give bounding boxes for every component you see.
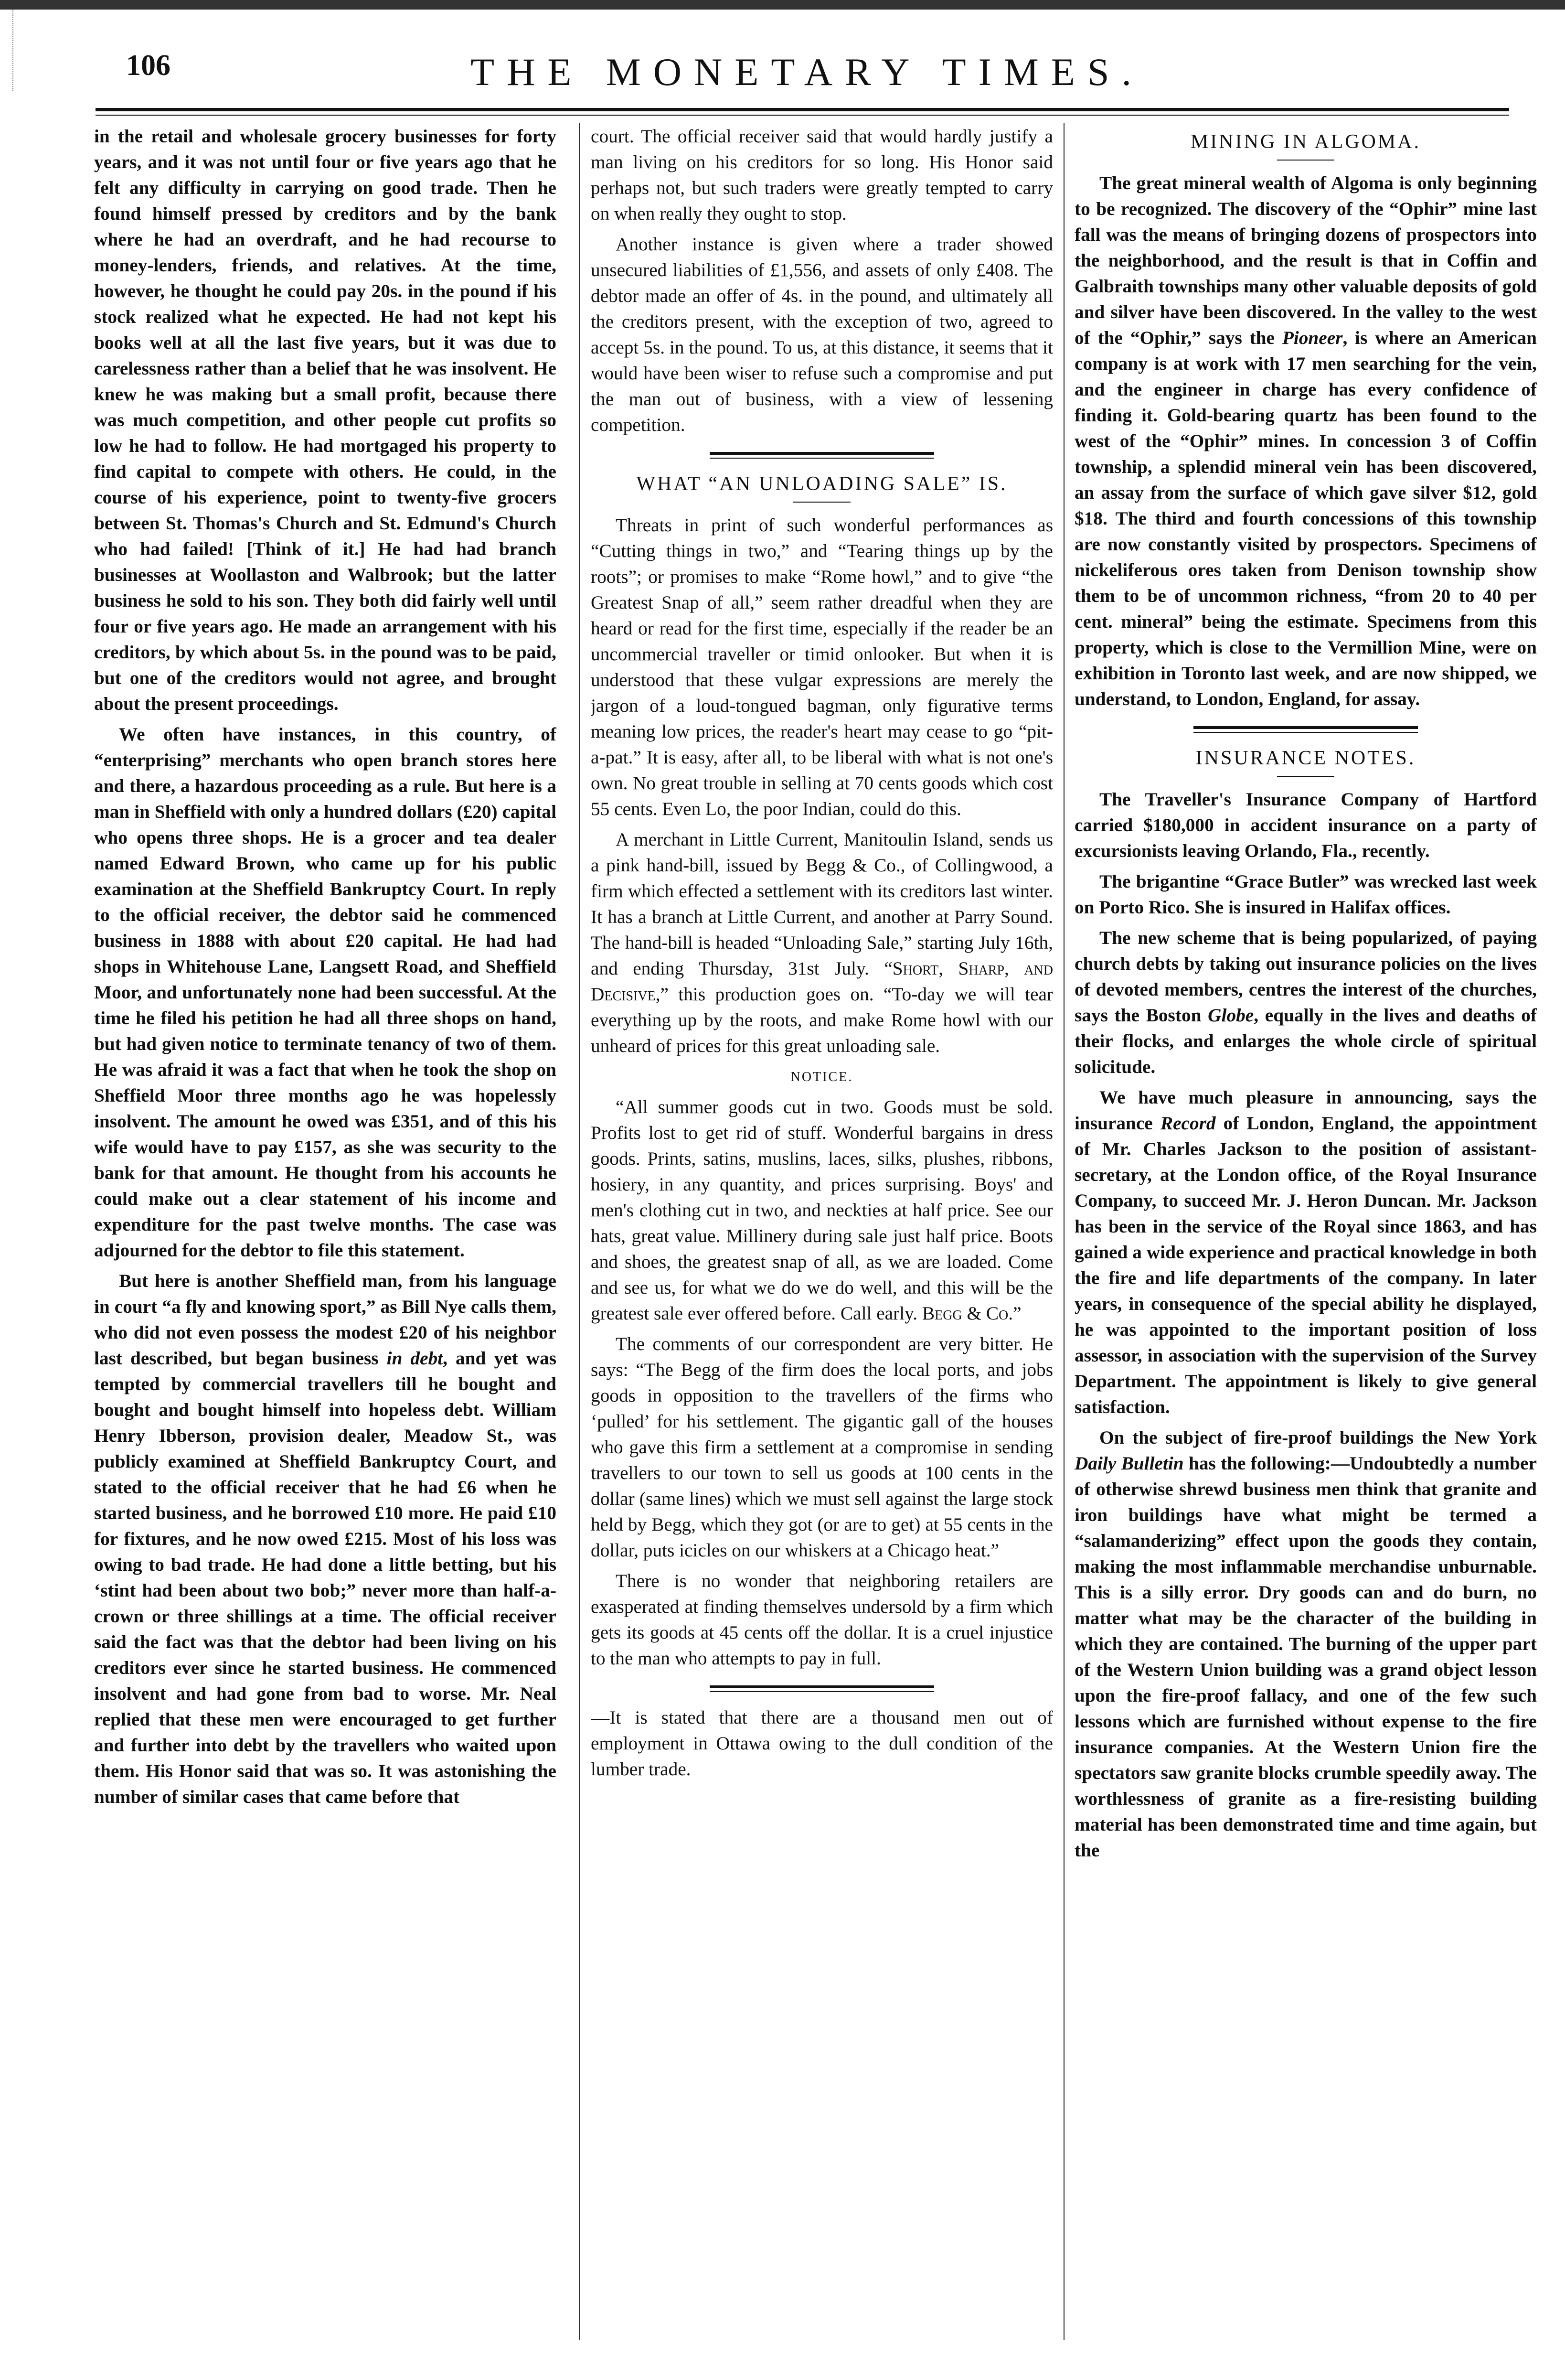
column-2 xyxy=(591,123,1053,2340)
paper-title: THE MONETARY TIMES. xyxy=(470,50,1144,94)
section-heading-insurance-notes: INSURANCE NOTES. xyxy=(1195,747,1416,769)
article-paragraph: “All summer goods cut in two. Goods must be sold. Profits lost to get rid of stuff. Wonderful bargains in dress goods. Prints, satins, muslins, laces, silks, plushes, ribbons, hosiery, in any quantity, and prices surprising. Boys' and men's clothing cut in two, and neckties at half price. See our hats, great value. Millinery during sale just half price. Boots and shoes, the greatest snap of all, as we are loaded. Come and see us, for what we do we do well, and this will be the greatest sale ever offered before. Call early. Begg & Co.” xyxy=(591,1096,1053,1324)
binding-edge xyxy=(0,10,13,91)
section-heading-unloading-sale: WHAT “AN UNLOADING SALE” IS. xyxy=(636,473,1008,495)
article-paragraph: We often have instances, in this country, of “enterprising” merchants who open branch stores here and there, a hazardous proceeding as a rule. But here is a man in Sheffield with only a hundred dollars (£20) capital who opens three shops. He is a grocer and tea dealer named Edward Brown, who came up for his public examination at the Sheffield Bankruptcy Court. In reply to the official receiver, the debtor said he commenced business in 1888 with about £20 capital. He had had shops in Whitehouse Lane, Langsett Road, and Sheffield Moor, and unfortunately none had been successful. At the time he filed his petition he had all three shops on hand, but had given notice to terminate tenancy of two of them. He was afraid it was a fact that when he took the shop on Sheffield Moor three months ago he was hopelessly insolvent. The amount he owed was £351, and of this his wife would have to pay £157, as she was security to the bank for that amount. He thought from his accounts he could make out a clear statement of his income and expenditure for the past twelve months. The case was adjourned for the debtor to file this statement. xyxy=(94,724,556,1261)
header-rule-thin xyxy=(96,115,1509,116)
section-heading-mining-in-algoma: MINING IN ALGOMA. xyxy=(1190,131,1421,153)
news-item: —It is stated that there are a thousand men out of employment in Ottawa owing to the dull condition of the lumber trade. xyxy=(591,1707,1053,1780)
heading-rule xyxy=(1277,160,1334,161)
heading-rule xyxy=(793,502,851,503)
article-paragraph: Threats in print of such wonderful performances as “Cutting things in two,” and “Tearing things up by the roots”; or promises to make “Rome howl,” and to give “the Greatest Snap of all,” seem rather dreadful when they are heard or read for the first time, especially if the reader be an uncommercial traveller or timid onlooker. But when it is understood that these vulgar expressions are merely the jargon of a loud-tongued bagman, only figurative terms meaning low prices, the reader's heart may cease to go “pit-a-pat.” It is easy, after all, to be liberal with what is not one's own. No great trouble in selling at 70 cents goods which cost 55 cents. Even Lo, the poor Indian, could do this. xyxy=(591,515,1053,819)
article-paragraph: The great mineral wealth of Algoma is only beginning to be recognized. The discovery of the “Ophir” mine last fall was the means of bringing dozens of prospectors into the neighborhood, and the result is that in Coffin and Galbraith townships many other valuable deposits of gold and silver have been discovered. In the valley to the west of the “Ophir,” says the Pioneer, is where an American company is at work with 17 men searching for the vein, and the engineer in charge has every confidence of finding it. Gold-bearing quartz has been found to the west of the “Ophir” mines. In concession 3 of Coffin township, a splendid mineral vein has been discovered, an assay from the surface of which gave silver $12, gold $18. The third and fourth concessions of this township are now constantly visited by prospectors. Specimens of nickeliferous ores taken from Denison township show them to be of uncommon richness, “from 20 to 40 per cent. mineral” being the estimate. Specimens from this property, which is close to the Vermillion Mine, were on exhibition in Toronto last week, and are now shipped, we understand, to London, England, for assay. xyxy=(1075,172,1537,709)
section-divider xyxy=(710,1685,934,1692)
article-paragraph: The brigantine “Grace Butler” was wrecked last week on Porto Rico. She is insured in Halifax offices. xyxy=(1075,871,1537,918)
heading-rule xyxy=(1277,776,1334,777)
article-paragraph: But here is another Sheffield man, from his language in court “a fly and knowing sport,” as Bill Nye calls them, who did not even possess the modest £20 of his neighbor last described, but began business in debt, and yet was tempted by commercial travellers till he bought and bought and bought himself into hopeless debt. William Henry Ibberson, provision dealer, Meadow St., was publicly examined at Sheffield Bankruptcy Court, and stated to the official receiver that he had £6 when he started business, and he borrowed £10 more. He paid £10 for fixtures, and he now owed £215. Most of his loss was owing to bad trade. He had done a little betting, but his ‘stint had been about two bob;” never more than half-a-crown or three shillings at a time. The official receiver said the fact was that the debtor had been living on his creditors ever since he started business. He commenced insolvent and had gone from bad to worse. Mr. Neal replied that these men were encouraged to get further and further into debt by the travellers who waited upon them. His Honor said that was so. It was astonishing the number of similar cases that came before that xyxy=(94,1270,556,1807)
section-divider xyxy=(1193,726,1418,733)
article-paragraph: The new scheme that is being popularized, of paying church debts by taking out insurance policies on the lives of devoted members, centres the interest of the churches, says the Boston Globe, equally in the lives and deaths of their flocks, and enlarges the whole circle of spiritual solicitude. xyxy=(1075,927,1537,1077)
article-paragraph: The Traveller's Insurance Company of Hartford carried $180,000 in accident insurance on a party of excursionists leaving Orlando, Fla., recently. xyxy=(1075,789,1537,861)
notice-heading: NOTICE. xyxy=(790,1070,853,1084)
column-1 xyxy=(94,123,556,2340)
header-rule-thick xyxy=(96,108,1509,111)
article-paragraph: There is no wonder that neighboring retailers are exasperated at finding themselves undersold by a firm which gets its goods at 45 cents off the dollar. It is a cruel injustice to the man who attempts to pay in full. xyxy=(591,1570,1053,1669)
column-divider xyxy=(579,123,580,2340)
page-top-edge xyxy=(0,0,1565,10)
article-paragraph: We have much pleasure in announcing, says the insurance Record of London, England, the appointment of Mr. Charles Jackson to the position of assistant-secretary, at the London office, of the Royal Insurance Company, to succeed Mr. J. Heron Duncan. Mr. Jackson has been in the service of the Royal since 1863, and has gained a wide experience and practical knowledge in both the fire and life departments of the company. In later years, in consequence of the special ability he displayed, he was appointed to the important position of loss assessor, in association with the supervision of the Survey Department. The appointment is likely to give general satisfaction. xyxy=(1075,1087,1537,1417)
article-paragraph: A merchant in Little Current, Manitoulin Island, sends us a pink hand-bill, issued by Begg & Co., of Collingwood, a firm which effected a settlement with its creditors last winter. It has a branch at Little Current, and another at Parry Sound. The hand-bill is headed “Unloading Sale,” starting July 16th, and ending Thursday, 31st July. “Short, Sharp, and Decisive,” this production goes on. “To-day we will tear everything up by the roots, and make Rome howl with our unheard of prices for this great unloading sale. xyxy=(591,829,1053,1056)
article-paragraph: in the retail and wholesale grocery businesses for forty years, and it was not until four or five years ago that he felt any difficulty in carrying on good trade. Then he found himself pressed by creditors and by the bank where he had an overdraft, and he had recourse to money-lenders, friends, and relatives. At the time, however, he thought he could pay 20s. in the pound if his stock realized what he expected. He had not kept his books well at all the last five years, but it was due to carelessness rather than a belief that he was insolvent. He knew he was making but a small profit, because there was much competition, and other people cut profits so low he had to follow. He had mortgaged his property to find capital to compete with others. He could, in the course of his experience, point to twenty-five grocers between St. Thomas's Church and St. Edmund's Church who had failed! [Think of it.] He had had branch businesses at Woollaston and Walbrook; but the latter business he sold to his son. They both did fairly well until four or five years ago. He made an arrangement with his creditors, by which about 5s. in the pound was to be paid, but one of the creditors would not agree, and brought about the present proceedings. xyxy=(94,126,556,714)
article-paragraph: court. The official receiver said that would hardly justify a man living on his creditors for so long. His Honor said perhaps not, but such traders were greatly tempted to carry on when really they ought to stop. xyxy=(591,126,1053,224)
article-paragraph: On the subject of fire-proof buildings the New York Daily Bulletin has the following:—Undoubtedly a number of otherwise shrewd business men think that granite and iron buildings have what might be termed a “salamanderizing” effect upon the goods they contain, making the most inflammable merchandise unburnable. This is a silly error. Dry goods can and do burn, no matter what may be the character of the building in which they are contained. The burning of the upper part of the Western Union building was a grand object lesson upon the fire-proof fallacy, and one of the few such lessons which are furnished without expense to the fire insurance companies. At the Western Union fire the spectators saw granite blocks crumble speedily away. The worthlessness of granite as a fire-resisting building material has been demonstrated time and time again, but the xyxy=(1075,1427,1537,1861)
section-divider xyxy=(710,452,934,459)
article-paragraph: The comments of our correspondent are very bitter. He says: “The Begg of the firm does the local ports, and jobs goods in opposition to the travellers of the firms who ‘pulled’ for his settlement. The gigantic gall of the houses who gave this firm a settlement at a compromise in sending travellers to our town to sell us goods at 100 cents in the dollar (same lines) which we must sell against the large stock held by Begg, which they got (or are to get) at 55 cents in the dollar, puts icicles on our whiskers at a Chicago heat.” xyxy=(591,1333,1053,1561)
column-divider xyxy=(1064,123,1065,2340)
masthead xyxy=(115,44,1500,116)
page-number: 106 xyxy=(126,49,170,82)
column-3 xyxy=(1075,123,1537,2340)
article-paragraph: Another instance is given where a trader showed unsecured liabilities of £1,556, and assets of only £408. The debtor made an offer of 4s. in the pound, and ultimately all the creditors present, with the exception of two, agreed to accept 5s. in the pound. To us, at this distance, it seems that it would have been wiser to refuse such a compromise and put the man out of business, with a view of lessening competition. xyxy=(591,234,1053,435)
